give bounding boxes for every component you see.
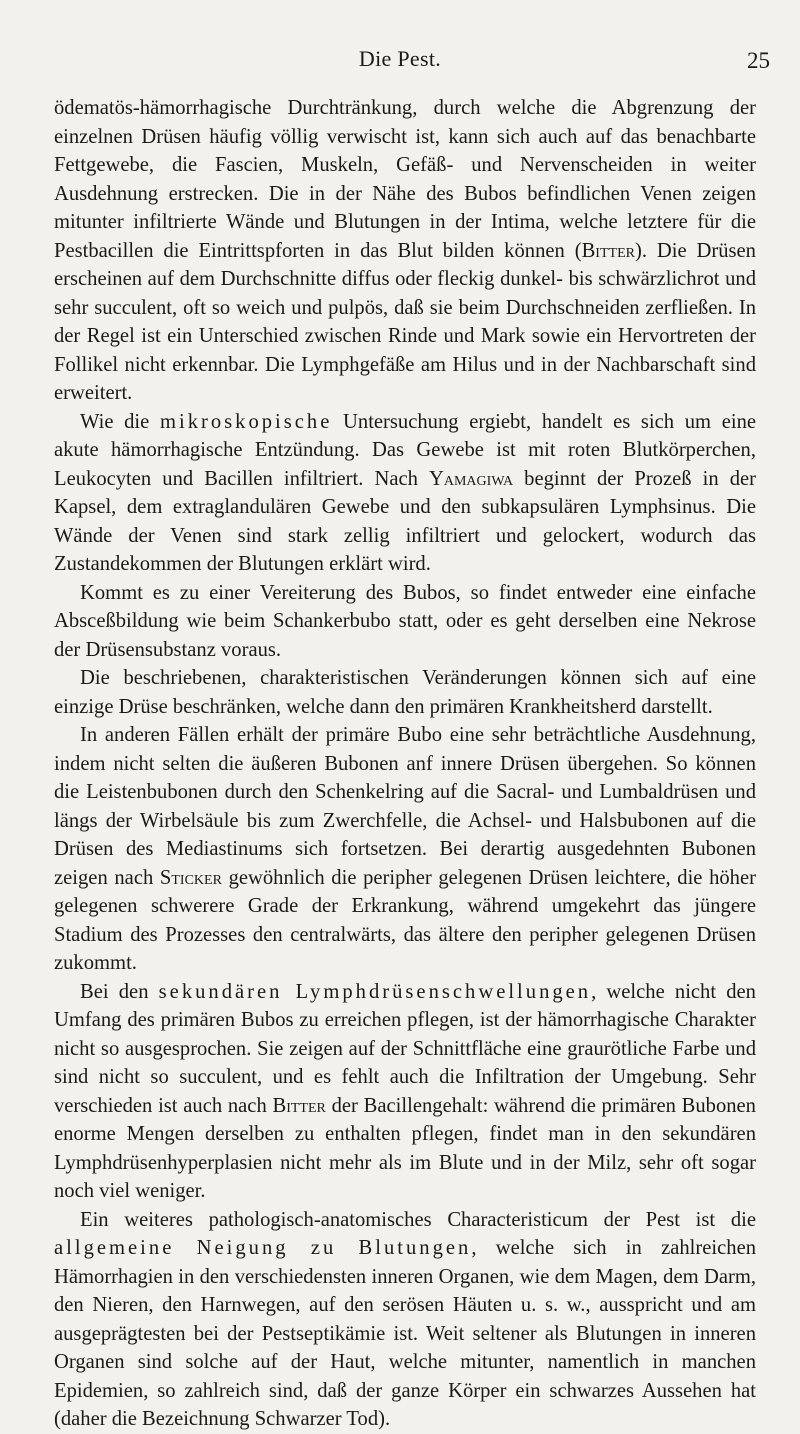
author-name-bitter: Bitter — [581, 239, 635, 262]
paragraph-4: Die beschriebenen, charakteristischen Veränderungen können sich auf eine einzige Drüse beschränken, welche dann den primären Krankheitsherd darstellt. — [54, 667, 756, 718]
text-run: gewöhnlich die peripher gelegenen Drüsen leichtere, die höher gelegenen schwerere Grade der Erkrankung, während umgekehrt das jüngere Stadium des Prozesses den centralwärts, das ältere den peripher gelegenen Drüsen zukommt. — [54, 866, 756, 974]
page-number: 25 — [747, 48, 770, 73]
text-run: beginnt der Prozeß in der Kapsel, dem extraglandulären Gewebe und den subkapsulären Lymphsinus. Die Wände der Venen sind stark zellig infiltriert und gelockert, wodurch das Zustandekommen der Blutungen erklärt wird. — [54, 467, 756, 575]
text-run: , welche sich in zahlreichen Hämorrhagien in den verschiedensten inneren Organen, wie dem Magen, dem Darm, den Nieren, den Harnwegen, auf den serösen Häuten u. s. w., ausspricht und am ausgeprägtesten bei der Pestseptikämie ist. Weit seltener als Blutungen in inneren Organen sind solche auf der Haut, welche mitunter, namentlich in manchen Epidemien, so zahlreich sind, daß der ganze Körper ein schwarzes Aussehen hat (daher die Bezeichnung Schwarzer Tod). — [54, 1237, 757, 1430]
text-run: der Bacillengehalt: während die primären Bubonen enorme Mengen derselben zu enthalten pflegen, findet man in den sekundären Lymphdrüsenhyperplasien nicht mehr als im Blute und in der Milz, sehr oft sogar noch viel weniger. — [54, 1094, 756, 1202]
text-run: Ein weiteres pathologisch-anatomisches Characteristicum der Pest ist die — [80, 1208, 756, 1231]
text-run: Bei den — [80, 980, 159, 1003]
running-title: Die Pest. — [358, 46, 442, 71]
paragraph-5 — [54, 721, 756, 978]
emphasis-mikroskopische: mikroskopische — [159, 410, 333, 433]
emphasis-sekundaeren-lymphdruesenschwellungen: sekundären Lymphdrüsenschwellungen — [158, 980, 592, 1003]
text-run: ). Die Drüsen erscheinen auf dem Durchschnitte diffus oder fleckig dunkel- bis schwärzlichrot und sehr succulent, oft so weich und pulpös, daß sie beim Durchschneiden zerfließen. In der Regel ist ein Unterschied zwischen Rinde und Mark sowie ein Hervortreten der Follikel nicht erkennbar. Die Lymphgefäße am Hilus und in der Nachbarschaft sind erweitert. — [54, 239, 756, 404]
emphasis-allgemeine-neigung: allgemeine Neigung zu Blutungen — [54, 1237, 472, 1259]
author-name-yamagiwa: Yamagiwa — [429, 467, 514, 490]
text-run: Untersuchung ergiebt, handelt es sich um eine akute hämorrhagische Entzündung. Das Gewebe ist mit roten Blutkörperchen, Leukocyten und Bacillen infiltriert. Nach — [54, 410, 757, 490]
body-text — [54, 94, 756, 1434]
paragraph-2 — [54, 408, 756, 579]
author-name-sticker: Sticker — [159, 866, 222, 889]
paragraph-7 — [54, 1206, 756, 1434]
text-run: , welche nicht den Umfang des primären Bubos zu erreichen pflegen, ist der hämorrhagische Charakter nicht so ausgesprochen. Sie zeigen auf der Schnittfläche eine graurötliche Farbe und sind nicht so succulent, und es fehlt auch die Infiltration der Umgebung. Sehr verschieden ist auch nach — [54, 980, 756, 1117]
text-run: Wie die — [80, 410, 160, 433]
paragraph-6 — [54, 978, 756, 1206]
running-head — [30, 46, 770, 76]
author-name-bitter: Bitter — [272, 1094, 326, 1117]
paragraph-3: Kommt es zu einer Vereiterung des Bubos, so findet entweder eine einfache Absceßbildung wie beim Schankerbubo statt, oder es geht derselben eine Nekrose der Drüsensubstanz voraus. — [54, 581, 756, 661]
text-run: In anderen Fällen erhält der primäre Bubo eine sehr beträchtliche Ausdehnung, indem nicht selten die äußeren Bubonen anf innere Drüsen übergehen. So können die Leistenbubonen durch den Schenkelring auf die Sacral- und Lumbaldrüsen und längs der Wirbelsäule bis zum Zwerchfelle, die Achsel- und Halsbubonen auf die Drüsen des Mediastinums sich fortsetzen. Bei derartig ausgedehnten Bubonen zeigen nach — [54, 724, 756, 889]
text-run: ödematös-hämorrhagische Durchtränkung, durch welche die Abgrenzung der einzelnen Drüsen häufig völlig verwischt ist, kann sich auch auf das benachbarte Fettgewebe, die Fascien, Muskeln, Gefäß- und Nervenscheiden in weiter Ausdehnung erstrecken. Die in der Nähe des Bubos befindlichen Venen zeigen mitunter infiltrierte Wände und Blutungen in der Intima, welche letztere für die Pestbacillen die Eintrittspforten in das Blut bilden können ( — [54, 97, 756, 262]
paragraph-1 — [54, 94, 756, 408]
